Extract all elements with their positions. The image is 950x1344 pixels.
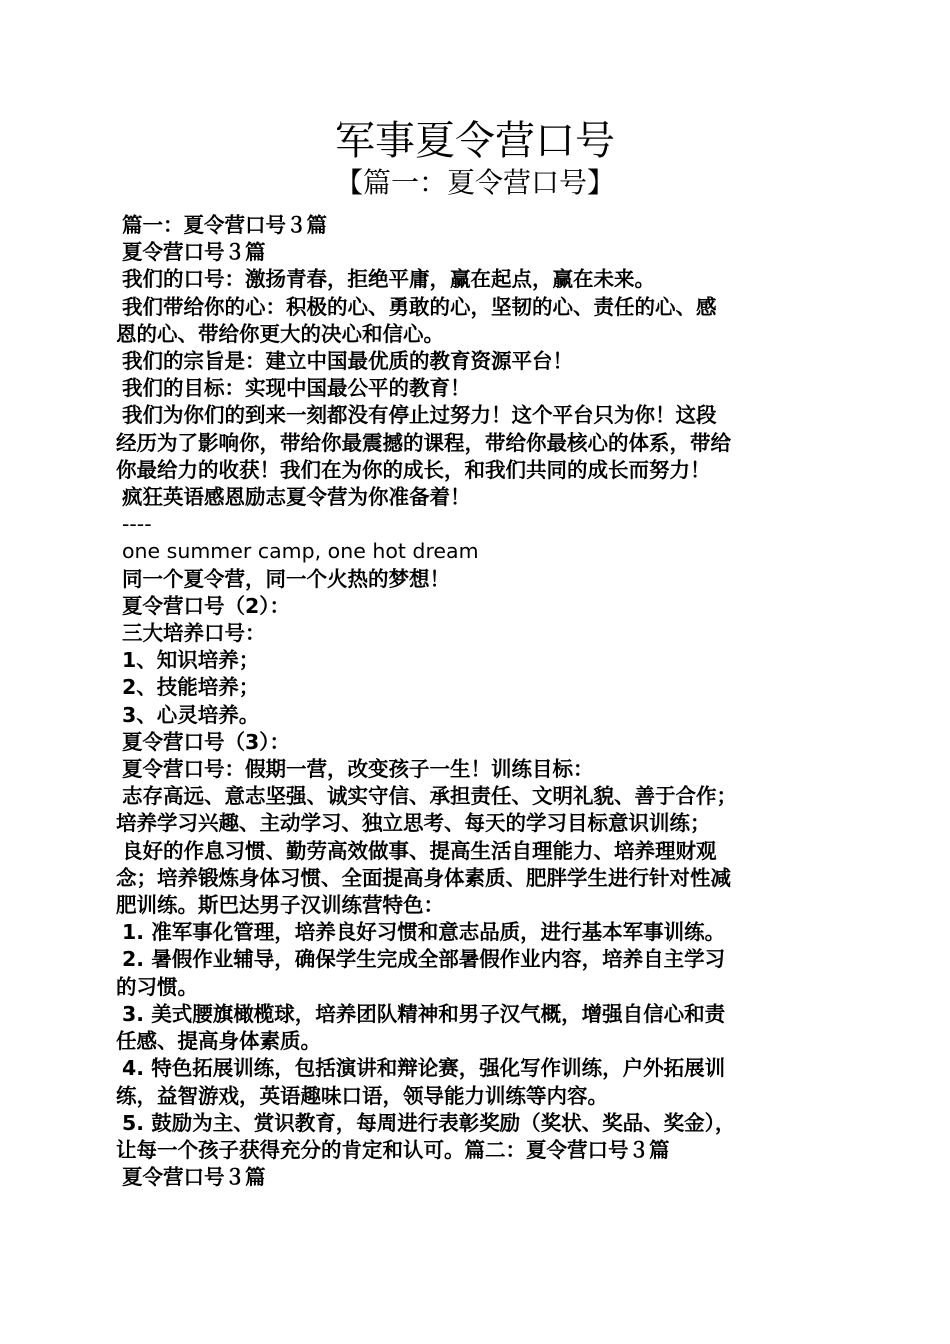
- list-item: 2. 暑假作业辅导，确保学生完成全部暑假作业内容，培养自主学习: [122, 947, 726, 972]
- body-line: 培养学习兴趣、主动学习、独立思考、每天的学习目标意识训练；: [116, 811, 711, 836]
- body-line: 我们的口号：激扬青春，拒绝平庸，赢在起点，赢在未来。: [122, 267, 655, 292]
- body-line: 任感、提高身体素质。: [116, 1029, 321, 1054]
- body-line: 疯狂英语感恩励志夏令营为你准备着！: [122, 485, 471, 510]
- body-line: 练，益智游戏，英语趣味口语，领导能力训练等内容。: [116, 1083, 608, 1108]
- body-line: 我们的宗旨是：建立中国最优质的教育资源平台！: [122, 349, 573, 374]
- body-line: 经历为了影响你，带给你最震撼的课程，带给你最核心的体系，带给: [116, 430, 731, 455]
- body-line: 恩的心、带给你更大的决心和信心。: [116, 321, 444, 346]
- section-heading: 夏令营口号（3）：: [122, 729, 291, 754]
- body-line: 夏令营口号：假期一营，改变孩子一生！训练目标：: [122, 757, 594, 782]
- separator-line: ----: [122, 512, 152, 537]
- body-line: 夏令营口号３篇: [122, 1165, 266, 1190]
- document-body: [116, 212, 838, 1191]
- document-title: 军事夏令营口号: [335, 118, 615, 164]
- body-line: 篇一：夏令营口号３篇: [122, 213, 327, 237]
- document-subtitle: 【篇一：夏令营口号】: [334, 166, 615, 199]
- body-line: 你最给力的收获！我们在为你的成长，和我们共同的成长而努力！: [116, 457, 711, 482]
- body-line: 我们为你们的到来一刻都没有停止过努力！这个平台只为你！这段: [122, 403, 717, 428]
- body-line: 让每一个孩子获得充分的肯定和认可。篇二：夏令营口号３篇: [116, 1137, 670, 1162]
- body-line: 我们带给你的心：积极的心、勇敢的心，坚韧的心、责任的心、感: [122, 294, 717, 319]
- body-line: 志存高远、意志坚强、诚实守信、承担责任、文明礼貌、善于合作；: [122, 784, 737, 809]
- list-item: 1. 准军事化管理，培养良好习惯和意志品质，进行基本军事训练。: [122, 920, 726, 945]
- list-item: 1、知识培养；: [122, 648, 260, 673]
- list-item: 3、心灵培养。: [122, 702, 260, 727]
- body-line: 三大培养口号：: [122, 621, 266, 646]
- list-item: 4. 特色拓展训练，包括演讲和辩论赛，强化写作训练，户外拓展训: [122, 1056, 726, 1081]
- body-line: 我们的目标：实现中国最公平的教育！: [122, 376, 471, 401]
- body-line: 的习惯。: [116, 974, 198, 999]
- body-line: 念；培养锻炼身体习惯、全面提高身体素质、肥胖学生进行针对性减: [116, 865, 731, 890]
- list-item: 3. 美式腰旗橄榄球，培养团队精神和男子汉气概，增强自信心和责: [122, 1001, 726, 1026]
- list-item: 5. 鼓励为主、赏识教育，每周进行表彰奖励（奖状、奖品、奖金），: [122, 1110, 736, 1135]
- list-item: 2、技能培养；: [122, 675, 260, 700]
- body-line: 良好的作息习惯、勤劳高效做事、提高生活自理能力、培养理财观: [122, 838, 717, 863]
- body-line: 肥训练。斯巴达男子汉训练营特色：: [116, 893, 444, 918]
- english-slogan: one summer camp, one hot dream: [122, 539, 479, 564]
- body-line: 夏令营口号３篇: [122, 240, 266, 265]
- section-heading: 夏令营口号（2）：: [122, 593, 291, 618]
- body-line: 同一个夏令营，同一个火热的梦想！: [122, 566, 450, 591]
